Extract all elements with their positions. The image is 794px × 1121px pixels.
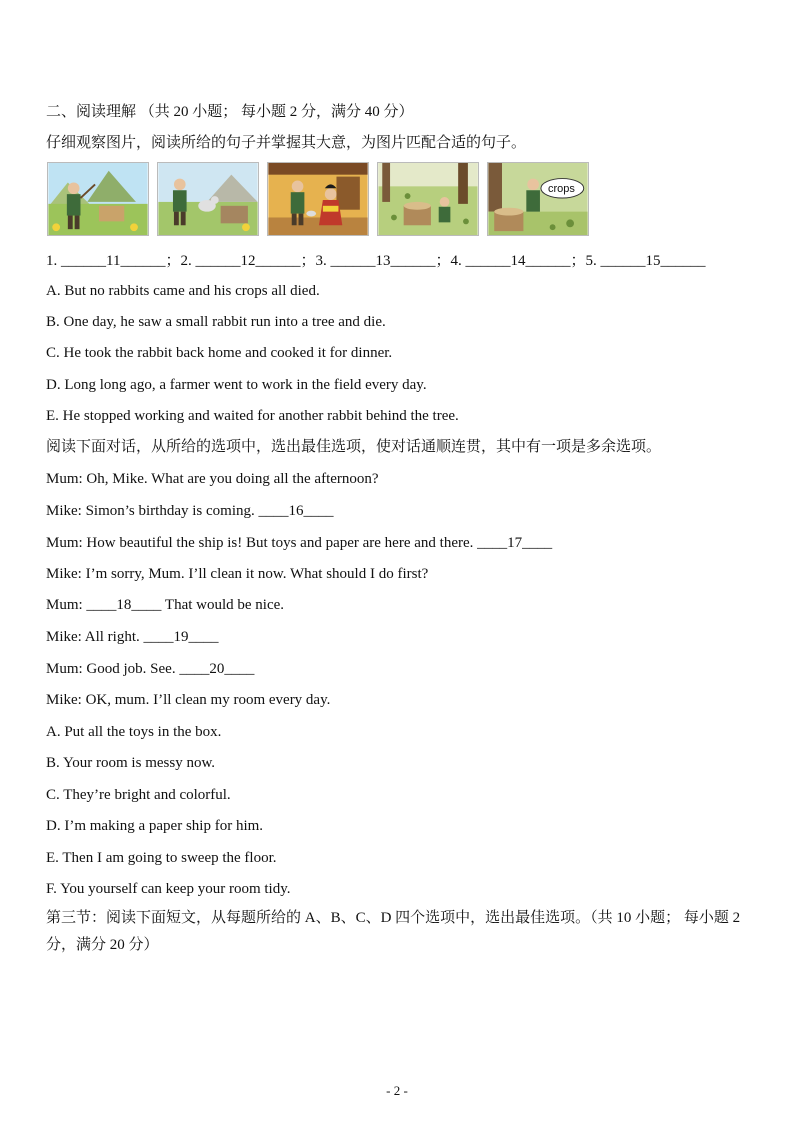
dialogue-line: Mum: ____18____ That would be nice.: [46, 597, 285, 613]
dialogue-line: Mike: OK, mum. I’ll clean my room every day.: [46, 692, 331, 708]
part-a-option: D. Long long ago, a farmer went to work in the field every day.: [46, 377, 427, 393]
crops-speech-bubble: crops: [548, 183, 575, 195]
dialogue-line: Mike: All right. ____19____: [46, 629, 219, 645]
part-a-option: B. One day, he saw a small rabbit run into a tree and die.: [46, 314, 386, 330]
dialogue-line: Mum: Oh, Mike. What are you doing all the afternoon?: [46, 471, 379, 487]
part-b-option: F. You yourself can keep your room tidy.: [46, 881, 291, 897]
picture-2: [157, 162, 259, 236]
matching-blanks: 1. ______11______；2. ______12______；3. ______13______；4. ______14______；5. ______15______: [46, 253, 706, 269]
picture-5: [487, 162, 589, 236]
dialogue-line: Mike: I’m sorry, Mum. I’ll clean it now. What should I do first?: [46, 566, 429, 582]
part-a-option: C. He took the rabbit back home and cooked it for dinner.: [46, 345, 393, 361]
part-b-option: B. Your room is messy now.: [46, 755, 216, 771]
section-2-title: 二、阅读理解 （共 20 小题； 每小题 2 分，满分 40 分）: [46, 104, 414, 120]
picture-strip: [47, 162, 593, 238]
dialogue-line: Mum: Good job. See. ____20____: [46, 661, 255, 677]
part-b-option: E. Then I am going to sweep the floor.: [46, 850, 277, 866]
picture-4: [377, 162, 479, 236]
part-b-instruction: 阅读下面对话，从所给的选项中，选出最佳选项，使对话通顺连贯，其中有一项是多余选项。: [46, 439, 662, 455]
page-number: - 2 -: [386, 1083, 408, 1098]
part-b-option: D. I’m making a paper ship for him.: [46, 818, 264, 834]
part-a-instruction: 仔细观察图片，阅读所给的句子并掌握其大意，为图片匹配合适的句子。: [46, 135, 527, 151]
dialogue-line: Mike: Simon’s birthday is coming. ____16____: [46, 503, 334, 519]
part-a-option: A. But no rabbits came and his crops all died.: [46, 283, 320, 299]
section-3-instruction: 第三节：阅读下面短文，从每题所给的 A、B、C、D 四个选项中，选出最佳选项。（共 10 小题； 每小题 2 分，满分 20 分）: [46, 910, 741, 953]
part-b-option: C. They’re bright and colorful.: [46, 787, 231, 803]
dialogue-line: Mum: How beautiful the ship is! But toys and paper are here and there. ____17____: [46, 535, 553, 551]
part-b-option: A. Put all the toys in the box.: [46, 724, 222, 740]
picture-3: [267, 162, 369, 236]
part-a-option: E. He stopped working and waited for another rabbit behind the tree.: [46, 408, 459, 424]
picture-1: [47, 162, 149, 236]
